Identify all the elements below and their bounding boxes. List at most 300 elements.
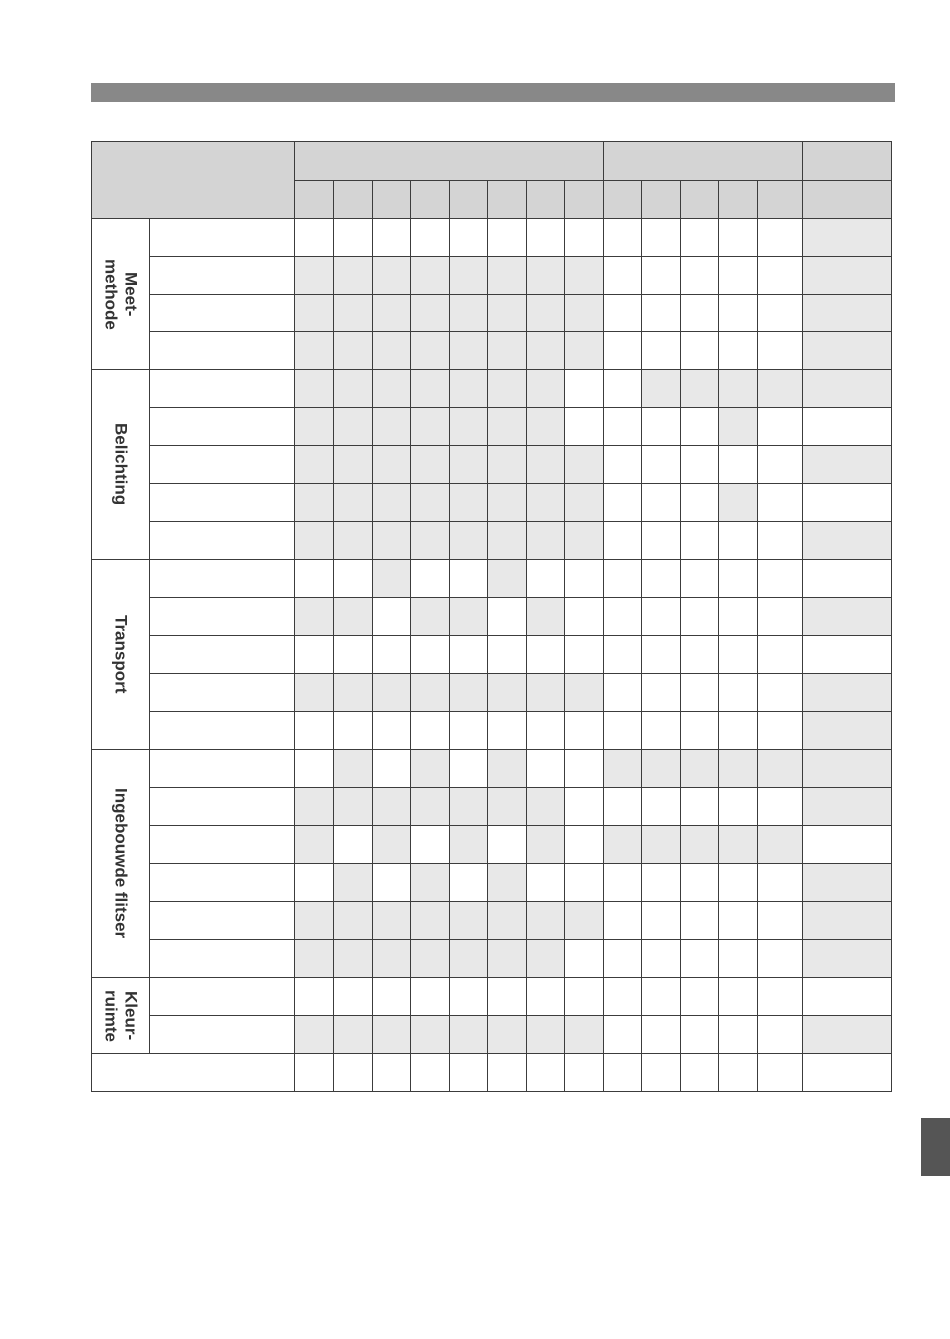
table-cell (757, 1053, 803, 1092)
table-cell (718, 559, 758, 598)
table-cell (333, 483, 373, 522)
table-cell (680, 939, 719, 978)
table-cell (718, 901, 758, 940)
table-cell (487, 977, 527, 1016)
category-label-text (101, 990, 141, 1042)
chapter-tab (921, 1118, 950, 1176)
header-subcell (680, 180, 719, 219)
table-cell (487, 597, 527, 636)
table-cell (757, 901, 803, 940)
row-label-cell (149, 445, 295, 484)
table-cell (802, 1015, 892, 1054)
table-cell (603, 825, 642, 864)
row-label-cell (149, 673, 295, 712)
table-cell (757, 407, 803, 446)
table-cell (802, 711, 892, 750)
table-cell (372, 445, 411, 484)
header-corner-cell (91, 141, 295, 219)
row-label-cell (149, 369, 295, 408)
table-cell (294, 331, 334, 370)
table-cell (487, 256, 527, 295)
table-cell (718, 787, 758, 826)
table-cell (372, 901, 411, 940)
table-cell (410, 559, 450, 598)
header-subcell (449, 180, 488, 219)
table-cell (802, 445, 892, 484)
table-cell (449, 597, 488, 636)
category-label-text (111, 615, 131, 693)
table-cell (526, 331, 565, 370)
table-cell (718, 483, 758, 522)
table-cell (757, 218, 803, 257)
table-cell (802, 673, 892, 712)
table-cell (294, 294, 334, 332)
table-cell (564, 218, 604, 257)
table-cell (487, 863, 527, 902)
category-cell-transport (91, 559, 150, 750)
table-cell (487, 711, 527, 750)
table-cell (449, 825, 488, 864)
table-cell (603, 635, 642, 674)
table-cell (410, 939, 450, 978)
row-label-cell (149, 635, 295, 674)
table-cell (564, 825, 604, 864)
table-cell (757, 673, 803, 712)
table-cell (757, 749, 803, 788)
table-cell (410, 673, 450, 712)
table-cell (449, 1015, 488, 1054)
table-cell (487, 369, 527, 408)
table-cell (526, 787, 565, 826)
table-cell (526, 294, 565, 332)
table-cell (526, 863, 565, 902)
table-cell (526, 445, 565, 484)
table-cell (641, 673, 681, 712)
table-cell (641, 407, 681, 446)
table-cell (564, 559, 604, 598)
table-cell (526, 521, 565, 560)
table-cell (641, 597, 681, 636)
table-cell (603, 218, 642, 257)
table-cell (372, 977, 411, 1016)
table-cell (802, 294, 892, 332)
table-cell (372, 635, 411, 674)
table-cell (641, 711, 681, 750)
table-cell (449, 673, 488, 712)
table-cell (718, 1015, 758, 1054)
row-label-cell (149, 901, 295, 940)
table-cell (641, 331, 681, 370)
table-cell (526, 407, 565, 446)
table-cell (410, 445, 450, 484)
table-cell (718, 597, 758, 636)
table-cell (333, 256, 373, 295)
table-cell (564, 673, 604, 712)
table-cell (641, 1015, 681, 1054)
table-cell (410, 1053, 450, 1092)
table-cell (526, 635, 565, 674)
table-cell (333, 787, 373, 826)
table-cell (294, 407, 334, 446)
table-cell (333, 901, 373, 940)
table-cell (718, 294, 758, 332)
table-cell (718, 256, 758, 295)
table-cell (333, 331, 373, 370)
table-cell (410, 256, 450, 295)
row-label-cell (149, 483, 295, 522)
table-cell (449, 787, 488, 826)
row-label-cell (149, 939, 295, 978)
category-label-line: Ingebouwde flitser (111, 788, 131, 939)
table-cell (680, 1053, 719, 1092)
category-cell-belichting (91, 369, 150, 560)
table-cell (564, 749, 604, 788)
table-cell (372, 331, 411, 370)
table-cell (718, 673, 758, 712)
table-cell (564, 597, 604, 636)
table-cell (294, 369, 334, 408)
table-cell (449, 218, 488, 257)
row-label-cell (149, 521, 295, 560)
header-subcell (526, 180, 565, 219)
table-cell (802, 787, 892, 826)
table-cell (526, 977, 565, 1016)
table-cell (564, 256, 604, 295)
table-cell (372, 1053, 411, 1092)
table-cell (641, 863, 681, 902)
table-cell (410, 901, 450, 940)
table-cell (449, 521, 488, 560)
table-cell (449, 445, 488, 484)
table-cell (802, 1053, 892, 1092)
table-cell (333, 445, 373, 484)
table-cell (294, 256, 334, 295)
table-cell (487, 749, 527, 788)
table-cell (410, 1015, 450, 1054)
row-label-cell (149, 331, 295, 370)
table-cell (564, 939, 604, 978)
table-cell (333, 559, 373, 598)
table-cell (680, 635, 719, 674)
table-cell (802, 863, 892, 902)
table-cell (410, 294, 450, 332)
table-cell (757, 787, 803, 826)
table-cell (641, 445, 681, 484)
table-cell (294, 977, 334, 1016)
table-cell (641, 901, 681, 940)
header-subcell (372, 180, 411, 219)
table-cell (757, 294, 803, 332)
table-cell (294, 711, 334, 750)
table-cell (603, 1053, 642, 1092)
table-cell (802, 597, 892, 636)
table-cell (802, 521, 892, 560)
table-cell (757, 825, 803, 864)
table-cell (372, 483, 411, 522)
table-cell (718, 711, 758, 750)
table-cell (757, 597, 803, 636)
header-subcell (410, 180, 450, 219)
table-cell (487, 445, 527, 484)
table-cell (680, 977, 719, 1016)
table-cell (680, 521, 719, 560)
table-cell (641, 256, 681, 295)
table-cell (487, 559, 527, 598)
table-cell (526, 597, 565, 636)
table-cell (680, 901, 719, 940)
table-cell (449, 256, 488, 295)
table-cell (449, 483, 488, 522)
table-cell (802, 407, 892, 446)
table-cell (410, 521, 450, 560)
table-cell (372, 521, 411, 560)
row-label-cell (149, 218, 295, 257)
table-cell (294, 749, 334, 788)
table-cell (718, 218, 758, 257)
table-cell (564, 635, 604, 674)
table-cell (526, 218, 565, 257)
table-cell (718, 1053, 758, 1092)
table-cell (294, 787, 334, 826)
header-subcell (294, 180, 334, 219)
table-cell (449, 977, 488, 1016)
table-cell (449, 559, 488, 598)
table-cell (680, 294, 719, 332)
table-cell (487, 218, 527, 257)
table-cell (294, 445, 334, 484)
table-cell (372, 1015, 411, 1054)
table-cell (564, 483, 604, 522)
category-label-text (111, 423, 131, 505)
table-cell (372, 939, 411, 978)
category-label (92, 219, 149, 369)
header-group-cell (802, 141, 892, 181)
table-cell (564, 369, 604, 408)
table-cell (526, 369, 565, 408)
table-cell (294, 901, 334, 940)
table-cell (757, 863, 803, 902)
table-cell (603, 787, 642, 826)
table-cell (802, 256, 892, 295)
table-cell (641, 939, 681, 978)
table-cell (603, 1015, 642, 1054)
header-group-cell (294, 141, 604, 181)
table-cell (680, 218, 719, 257)
table-cell (757, 369, 803, 408)
table-cell (603, 673, 642, 712)
table-cell (526, 256, 565, 295)
table-cell (802, 977, 892, 1016)
table-cell (603, 977, 642, 1016)
table-cell (802, 331, 892, 370)
row-label-cell (149, 256, 295, 295)
table-cell (757, 256, 803, 295)
table-cell (564, 1015, 604, 1054)
table-cell (526, 825, 565, 864)
table-cell (641, 749, 681, 788)
table-cell (333, 635, 373, 674)
table-cell (487, 521, 527, 560)
table-cell (294, 939, 334, 978)
header-subcell (564, 180, 604, 219)
header-subcell (757, 180, 803, 219)
row-label-cell (149, 559, 295, 598)
table-cell (449, 407, 488, 446)
table-cell (487, 939, 527, 978)
table-cell (372, 256, 411, 295)
header-group-cell (603, 141, 803, 181)
table-cell (333, 749, 373, 788)
table-cell (564, 294, 604, 332)
table-cell (564, 787, 604, 826)
category-cell-ingebouwde-flitser (91, 749, 150, 978)
table-cell (294, 1053, 334, 1092)
table-cell (564, 1053, 604, 1092)
table-cell (564, 863, 604, 902)
table-cell (564, 521, 604, 560)
table-cell (680, 749, 719, 788)
table-cell (333, 218, 373, 257)
table-cell (718, 445, 758, 484)
table-cell (372, 218, 411, 257)
table-cell (410, 825, 450, 864)
category-label-line: Belichting (111, 423, 131, 506)
category-label-text (111, 788, 131, 938)
table-cell (333, 597, 373, 636)
table-cell (718, 369, 758, 408)
table-cell (718, 635, 758, 674)
table-cell (564, 331, 604, 370)
table-cell (372, 825, 411, 864)
category-label-line: ruimte (101, 989, 121, 1042)
table-cell (487, 407, 527, 446)
category-label-line: Kleur- (121, 990, 141, 1041)
table-cell (449, 749, 488, 788)
table-cell (333, 977, 373, 1016)
table-cell (410, 483, 450, 522)
table-cell (487, 483, 527, 522)
table-cell (802, 825, 892, 864)
table-cell (603, 711, 642, 750)
table-cell (603, 749, 642, 788)
table-cell (603, 597, 642, 636)
table-cell (333, 1015, 373, 1054)
table-cell (487, 331, 527, 370)
table-cell (641, 294, 681, 332)
table-cell (333, 673, 373, 712)
table-cell (333, 939, 373, 978)
table-cell (680, 331, 719, 370)
table-cell (294, 673, 334, 712)
header-subcell (603, 180, 642, 219)
table-cell (718, 521, 758, 560)
table-cell (680, 559, 719, 598)
table-cell (333, 1053, 373, 1092)
row-label-cell (149, 1015, 295, 1054)
table-cell (449, 369, 488, 408)
table-cell (802, 939, 892, 978)
table-cell (641, 825, 681, 864)
table-cell (449, 331, 488, 370)
table-cell (372, 294, 411, 332)
table-cell (487, 1053, 527, 1092)
table-cell (757, 559, 803, 598)
table-cell (641, 1053, 681, 1092)
table-cell (372, 597, 411, 636)
table-cell (680, 1015, 719, 1054)
table-cell (757, 331, 803, 370)
table-cell (603, 901, 642, 940)
table-cell (333, 711, 373, 750)
row-label-cell (149, 749, 295, 788)
table-cell (718, 939, 758, 978)
table-cell (680, 673, 719, 712)
table-cell (487, 635, 527, 674)
table-cell (372, 407, 411, 446)
table-cell (372, 863, 411, 902)
table-cell (603, 559, 642, 598)
table-cell (410, 863, 450, 902)
table-cell (680, 256, 719, 295)
table-cell (603, 407, 642, 446)
table-cell (603, 256, 642, 295)
table-cell (603, 521, 642, 560)
row-label-cell (149, 407, 295, 446)
table-cell (680, 483, 719, 522)
table-cell (757, 711, 803, 750)
table-cell (410, 977, 450, 1016)
table-cell (294, 559, 334, 598)
category-label (92, 560, 149, 749)
table-cell (564, 711, 604, 750)
category-label (92, 750, 149, 977)
row-label-cell (149, 977, 295, 1016)
table-cell (410, 787, 450, 826)
table-cell (526, 559, 565, 598)
table-cell (680, 825, 719, 864)
table-cell (526, 749, 565, 788)
table-cell (449, 294, 488, 332)
table-cell (802, 559, 892, 598)
table-cell (410, 369, 450, 408)
table-cell (487, 901, 527, 940)
table-cell (680, 369, 719, 408)
table-cell (294, 483, 334, 522)
category-label-line: Transport (111, 615, 131, 694)
table-cell (372, 559, 411, 598)
table-cell (526, 711, 565, 750)
table-cell (410, 635, 450, 674)
table-cell (449, 1053, 488, 1092)
table-cell (802, 635, 892, 674)
table-cell (757, 483, 803, 522)
table-cell (641, 483, 681, 522)
row-label-cell (149, 863, 295, 902)
table-cell (718, 863, 758, 902)
table-cell (603, 939, 642, 978)
table-cell (410, 218, 450, 257)
table-cell (333, 521, 373, 560)
table-cell (757, 939, 803, 978)
table-cell (603, 445, 642, 484)
table-cell (526, 483, 565, 522)
table-cell (333, 294, 373, 332)
table-cell (294, 218, 334, 257)
table-cell (449, 901, 488, 940)
table-cell (487, 294, 527, 332)
table-cell (802, 369, 892, 408)
table-cell (641, 218, 681, 257)
